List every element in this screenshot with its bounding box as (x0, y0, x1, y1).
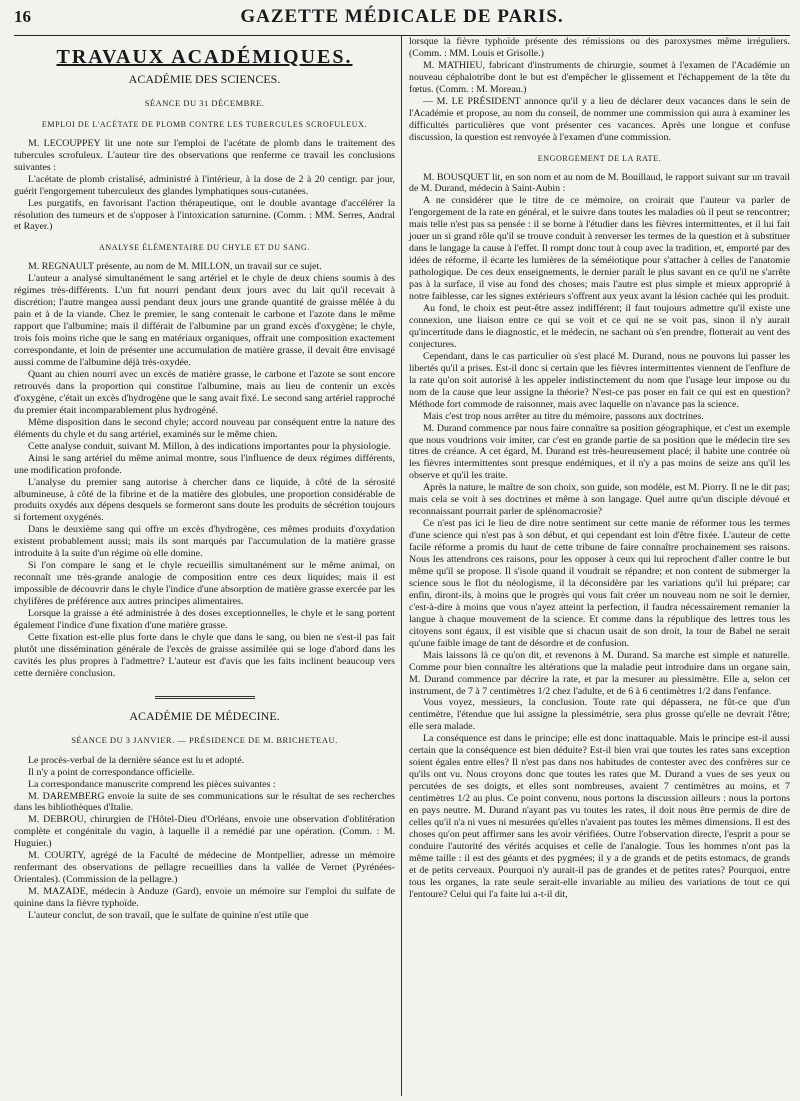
paragraph: Cette fixation est-elle plus forte dans le chyle que dans le sang, ou bien ne s'est-il pas fait plutôt une dissémination générale de l'excès de graisse assimilée qui se loge d'abord dans les cavités les plus propres à l'admettre? L'auteur est d'avis que les faits inclinent beaucoup vers cette dernière conclusion. (14, 631, 395, 679)
paragraph: L'acétate de plomb cristalisé, administré à l'intérieur, à la dose de 2 à 20 centigr. par jour, guérit l'engorgement tuberculeux des glandes lymphatiques sous-cutanées. (14, 173, 395, 197)
page-number: 16 (14, 7, 31, 26)
page-header (14, 6, 790, 36)
article-heading: ENGORGEMENT DE LA RATE. (537, 153, 662, 163)
paragraph: Au fond, le choix est peut-être assez indifférent; il faut toujours admettre qu'il existe une connexion, une liaison entre ce qui se voit et ce qui ne se voit pas, sinon il n'y aurait qu'incertitude dans le diagnostic, et le médecin, ne sachant où s'en prendre, flotterait au vent des conjectures. (409, 303, 790, 350)
paragraph: M. REGNAULT présente, au nom de M. MILLON, un travail sur ce sujet. (28, 261, 322, 273)
article-heading: EMPLOI DE L'ACÉTATE DE PLOMB CONTRE LES TUBERCULES SCROFULEUX. (41, 119, 368, 129)
paragraph: M. DEBROU, chirurgien de l'Hôtel-Dieu d'Orléans, envoie une observation d'oblitération complète et congénitale du vagin, à laquelle il a remédié par une opération. (Comm. : M. Huguier.) (14, 814, 395, 850)
paragraph: Les purgatifs, en favorisant l'action thérapeutique, ont le double avantage d'accélérer la résolution des tumeurs et de s'opposer à l'intoxication saturnine. (Comm. : MM. Serres, Andral et Rayer.) (14, 197, 395, 233)
paragraph: La correspondance manuscrite comprend les pièces suivantes : (28, 778, 276, 790)
paragraph: M. DAREMBERG envoie la suite de ses communications sur le résultat de ses recherches dans les bibliothèques d'Italie. (14, 790, 395, 814)
paragraph: Ainsi le sang artériel du même animal montre, sous l'influence de deux régimes différents, une modification profonde. (14, 452, 395, 476)
paragraph: L'analyse du premier sang autorise à chercher dans ce liquide, à côté de la sérosité albumineuse, à côté de la fibrine et de la matière des globules, une proportion considérable de produits oxydés aux dépens desquels se formeront sans doute les produits de sécrétion toujours si fortement oxygénés. (14, 476, 395, 524)
paragraph: lorsque la fièvre typhoïde présente des rémissions ou des paroxysmes même irréguliers. (Comm. : MM. Louis et Grisolle.) (409, 36, 790, 59)
paragraph: L'auteur a analysé simultanément le sang artériel et le chyle de deux chiens soumis à des régimes très-différents. L'un fut nourri pendant deux jours avec du lait qu'il recevait à discrétion; l'autre mangea aussi pendant deux jours une grande quantité de graisse mêlée à du pain et à de la viande. Chez le premier, le sang contenait le carbone et l'azote dans le même rapport que l'albumine; mais il différait de l'albumine par un grand excès d'oxygène; le chyle, trois fois moins riche que le sang en matériaux organiques, offrait une composition exactement correspondante, et loin de présenter une accumulation de matière grasse, il devait être envisagé aussi comme de l'albumine déjà très-oxydée. (14, 273, 395, 369)
paragraph: Cependant, dans le cas particulier où s'est placé M. Durand, nous ne pouvons lui passer les libertés qu'il a prises. Est-il donc si certain que les fièvres intermittentes viennent de l'enflure de la rate qu'on soit autorisé à les appeler indistinctement du nom que l'usage leur impose ou du nom de la cause que leur assigne la théorie? N'est-ce pas poser en fait ce qui est en question? Méthode fort commode de raisonner, mais avec laquelle on n'avance pas la science. (409, 350, 790, 410)
paragraph: M. MAZADE, médecin à Anduze (Gard), envoie un mémoire sur l'emploi du sulfate de quinine dans la fièvre typhoïde. (14, 886, 395, 910)
paragraph: Si l'on compare le sang et le chyle recueillis simultanément sur le même animal, on reconnaît une très-grande analogie de composition entre ces deux liquides; mais il est impossible de découvrir dans le chyle l'indice d'une absorption de matière grasse exercée par les chylifères de préférence aux autres principes alimentaires. (14, 560, 395, 608)
paragraph: — M. LE PRÉSIDENT annonce qu'il y a lieu de déclarer deux vacances dans le sein de l'Académie et propose, au nom du conseil, de nommer une commission qui aura à examiner les difficultés particulières que vont présenter ces vacances. Après une longue et confuse discussion, la question est renvoyée à l'examen d'une commission. (409, 95, 790, 143)
paragraph: Quant au chien nourri avec un excès de matière grasse, le carbone et l'azote se sont encore retrouvés dans la proportion qui constitue l'albumine, mais au lieu de contenir un excès d'oxygène, c'était un excès d'hydrogène que le sang avait fixé. Le second sang artériel rapproché du premier était incomparablement plus hydrogéné. (14, 368, 395, 416)
section-divider (155, 696, 255, 699)
section-masthead: TRAVAUX ACADÉMIQUES. (56, 46, 353, 68)
academy-heading: ACADÉMIE DE MÉDECINE. (129, 708, 280, 723)
right-column (402, 36, 790, 1096)
paragraph: L'auteur conclut, de son travail, que le sulfate de quinine n'est utile que (28, 910, 309, 922)
paragraph: Même disposition dans le second chyle; accord nouveau par conséquent entre la nature des éléments du chyle et du sang artériel, examinés sur le même chien. (14, 416, 395, 440)
paragraph: Le procès-verbal de la dernière séance est lu et adopté. (28, 754, 245, 766)
paragraph: M. Durand commence par nous faire connaître sa position géographique, et c'est un exemple que nous voudrions voir imiter, car c'est en grande partie de sa position que le médecin tire ses titres de créance. A cet égard, M. Durand est très-heureusement placé; il habite une contrée où les fièvres intermittentes sont presque endémiques, et il n'y a pas moins de seize ans qu'il les observe et qu'il les traite. (409, 422, 790, 482)
paragraph: La conséquence est dans le principe; elle est donc inattaquable. Mais le principe est-il aussi certain que la conséquence est bien déduite? Est-il bien vrai que toutes les rates sans exception soient égales entre elles? Il n'est pas dans nos habitudes de contester avec des confrères sur ce qu'ils ont vu. Nous croyons donc que toutes les rates que M. Durand a vues de ses yeux ou percutées de ses doigts, et elles sont nombreuses, avaient 7 centimètres au moins, et 7 centimètres 1/2 au plus. Ce point convenu, nous portons la discussion ailleurs : nous la portons en pays neutre. M. Durand n'ayant pas vu toutes les rates, il doit nous être permis de dire de celles qu'il n'a ni vues ni mesurées qu'elles n'avaient pas toutes les mêmes dimensions. Il est des choses qu'on peut affirmer sans les avoir vérifiées. Outre l'observation directe, l'esprit a pour se conduire l'autorité des vérités acquises et celle de l'analogie. Tous les hommes n'ont pas la même taille : il est des géants et des pygmées; il y a de grands et de petits estomacs, de grands et de petits cerveaux. Pourquoi n'y aurait-il pas de grandes et de petites rates? Pourquoi, entre tous les organes, la rate seule serait-elle invariable au milieu des variations de tout ce qui l'entoure? Celui qui l'a faite lui a-t-il dit, (409, 733, 790, 900)
paragraph: M. LECOUPPEY lit une note sur l'emploi de l'acétate de plomb dans le traitement des tubercules scrofuleux. L'auteur tire des observations que renferme ce travail les conclusions suivantes : (14, 137, 395, 173)
paragraph: M. BOUSQUET lit, en son nom et au nom de M. Bouillaud, le rapport suivant sur un travail de M. Durand, médecin à Saint-Aubin : (409, 171, 790, 195)
paragraph: A ne considérer que le titre de ce mémoire, on croirait que l'auteur va parler de l'engorgement de la rate en général, et le suivre dans toutes les maladies où il peut se rencontrer; mais telle n'est pas sa pensée : il se borne à l'étudier dans les fièvres intermittentes, et il lui fait jouer un si grand rôle qu'il se trouve conduit à renverser les termes de la question et à substituer dans le langage la cause à l'effet. Il rompt donc tout à coup avec la tradition, et, emporté par des idées de réforme, il écarte les lumières de la séméiotique pour s'attacher à celles de l'anatomie pathologique. De ces deux enseignements, le dernier paraît le plus savant en ce qu'il ne s'arrête pas à la surface, il vise au fond des choses; mais l'autre est plus simple et mieux approprié à notre faiblesse, car les signes extérieurs s'offrent aux yeux avant la lésion cachée qui les produit. (409, 195, 790, 303)
paragraph: Cette analyse conduit, suivant M. Millon, à des indications importantes pour la physiologie. (28, 440, 391, 452)
paragraph: M. MATHIEU, fabricant d'instruments de chirurgie, soumet à l'examen de l'Académie un nouveau céphalotribe dont le but est d'empêcher le glissement et l'échappement de la tête du fœtus. (Comm. : M. Moreau.) (409, 59, 790, 95)
academy-heading: ACADÉMIE DES SCIENCES. (128, 71, 281, 86)
paragraph: Mais laissons là ce qu'on dit, et revenons à M. Durand. Sa marche est simple et naturelle. Comme pour bien connaître les altérations que la maladie peut introduire dans un organe sain, M. Durand commence par décrire la rate, et par la mesurer au plessimètre. Elle a, selon cet instrument, de 7 à 7 centimètres 1/2 chez l'adulte, et de 6 à 6 centimètres 1/2 dans l'enfance. (409, 649, 790, 697)
paragraph: Il n'y a point de correspondance officielle. (28, 766, 195, 778)
paragraph: Vous voyez, messieurs, la conclusion. Toute rate qui dépassera, ne fût-ce que d'un centimètre, l'étendue que lui assigne la plessimétrie, sera plus grosse qu'elle ne devrait l'être; elle sera malade. (409, 697, 790, 733)
paragraph: Ce n'est pas ici le lieu de dire notre sentiment sur cette manie de réformer tous les termes d'une science qui n'est pas à son début, et qui cependant est loin d'être fixée. L'auteur de cette facile réforme a promis du haut de cette tribune de faire connaître prochainement ses raisons. Nous les attendrons ces raisons, pour les opposer à ceux qui lui reprochent d'aller contre le but même qu'il se propose. Il s'isole quand il voudrait se répandre; et non content de submerger la science sous le flot du néologisme, il la déconsidère par les variations qu'il lui prépare; car enfin, diront-ils, à moins que le progrès qui vous fait créer un nouveau nom ne soit le dernier, c'est-à-dire à moins que vous n'ayez atteint la perfection, il faudra nécessairement remanier la langue à chaque mouvement de la science. Et comme dans la république des lettres tous les citoyens sont égaux, il est visible que si chacun usait de son droit, la tour de Babel ne serait qu'une faible image de tant de désordre et de confusion. (409, 518, 790, 649)
paragraph: Après la nature, le maître de son choix, son guide, son modèle, est M. Piorry. Il ne le dit pas; mais cela se voit à ses doctrines et même à son langage. Quel autre qu'un disciple dévoué et reconnaissant pourrait parler de splénomacrosie? (409, 482, 790, 518)
session-heading: SÉANCE DU 3 JANVIER. — PRÉSIDENCE DE M. BRICHETEAU. (71, 734, 338, 745)
paragraph: Mais c'est trop nous arrêter au titre du mémoire, passons aux doctrines. (423, 410, 704, 422)
left-column (14, 36, 402, 1096)
journal-title: GAZETTE MÉDICALE DE PARIS. (240, 6, 564, 27)
paragraph: Lorsque la graisse a été administrée à des doses exceptionnelles, le chyle et le sang portent également l'indice d'une fixation d'une matière grasse. (14, 608, 395, 631)
paragraph: M. COURTY, agrégé de la Faculté de médecine de Montpellier, adresse un mémoire renfermant des observations de pellagre recueillies dans la vallée de Vernet (Pyrénées-Orientales). (Commission de la pellagre.) (14, 850, 395, 886)
article-heading: ANALYSE ÉLÉMENTAIRE DU CHYLE ET DU SANG. (98, 243, 311, 253)
columns (14, 36, 790, 1096)
paragraph: Dans le deuxième sang qui offre un excès d'hydrogène, ces mêmes produits d'oxydation existent probablement aussi; mais ils sont marqués par l'accumulation de la matière grasse introduite à la suite d'un régime où elle domine. (14, 524, 395, 560)
session-heading: SÉANCE DU 31 DÉCEMBRE. (144, 97, 265, 108)
